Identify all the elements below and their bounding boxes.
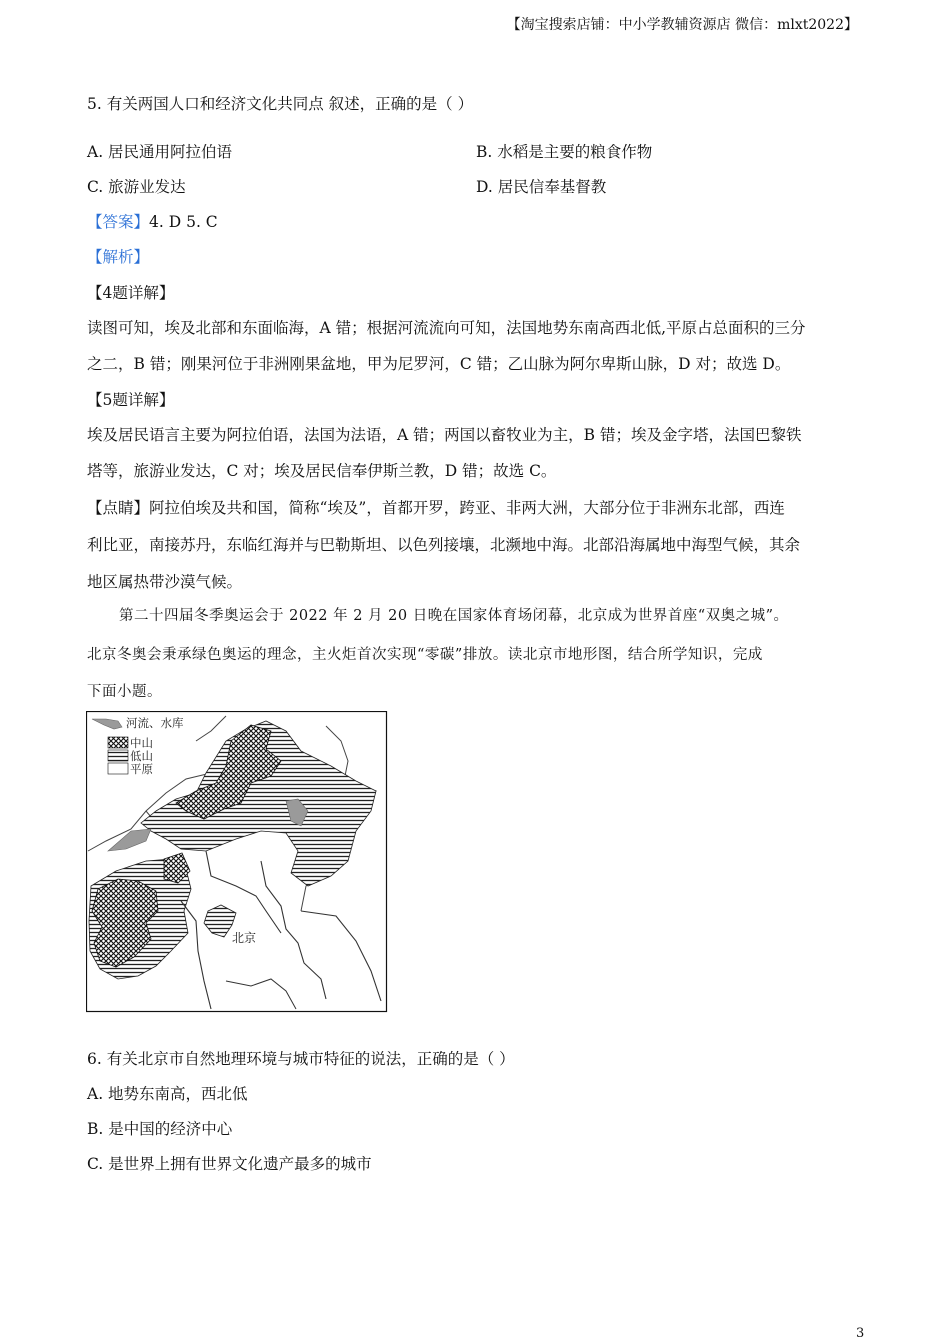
analysis-tag: 【解析】 <box>87 248 150 266</box>
tip-line-3: 地区属热带沙漠气候。 <box>87 573 243 591</box>
page-number: 3 <box>856 1326 865 1341</box>
header-shop-note: 【淘宝搜索店铺：中小学教辅资源店 微信：mlxt2022】 <box>506 17 858 33</box>
passage-line-1: 第二十四届冬季奥运会于 2022 年 2 月 20 日晚在国家体育场闭幕，北京成为世界首座“双奥之城”。 <box>119 608 789 624</box>
answer-value: 4. D 5. C <box>149 213 218 231</box>
passage-line-2: 北京冬奥会秉承绿色奥运的理念，主火炬首次实现“零碳”排放。读北京市地形图，结合所学知识，完成 <box>87 647 763 663</box>
legend-low-mountain-swatch <box>108 750 128 761</box>
q5-option-b: B. 水稻是主要的粮食作物 <box>476 143 653 161</box>
q5-option-c: C. 旅游业发达 <box>87 178 186 196</box>
legend-mid-mountain-swatch <box>108 737 128 748</box>
detail5-heading: 【5题详解】 <box>87 391 175 409</box>
answer-line <box>87 212 218 232</box>
detail4-line-1: 读图可知，埃及北部和东面临海，A 错；根据河流流向可知，法国地势东南高西北低,平原占总面积的三分 <box>87 319 806 337</box>
detail5-line-2: 塔等，旅游业发达，C 对；埃及居民信奉伊斯兰教，D 错；故选 C。 <box>87 462 557 480</box>
legend-low-mountain-label: 低山 <box>130 749 153 763</box>
detail4-line-2: 之二，B 错；刚果河位于非洲刚果盆地，甲为尼罗河，C 错；乙山脉为阿尔卑斯山脉，D 对；故选 D。 <box>87 355 791 373</box>
q5-stem: 5. 有关两国人口和经济文化共同点 叙述，正确的是（ ） <box>87 95 474 113</box>
q5-option-d: D. 居民信奉基督教 <box>476 178 607 196</box>
city-label: 北京 <box>232 931 257 945</box>
q6-option-a: A. 地势东南高，西北低 <box>87 1085 248 1103</box>
detail5-line-1: 埃及居民语言主要为阿拉伯语，法国为法语，A 错；两国以畜牧业为主，B 错；埃及金字塔，法国巴黎铁 <box>87 426 802 444</box>
legend-river-label: 河流、水库 <box>126 716 184 730</box>
q5-option-a: A. 居民通用阿拉伯语 <box>87 143 233 161</box>
passage-line-3: 下面小题。 <box>87 684 162 700</box>
legend-plain-label: 平原 <box>130 762 153 776</box>
q6-stem: 6. 有关北京市自然地理环境与城市特征的说法，正确的是（ ） <box>87 1050 515 1068</box>
legend-mid-mountain-label: 中山 <box>130 736 153 750</box>
detail4-heading: 【4题详解】 <box>87 284 175 302</box>
q6-option-c: C. 是世界上拥有世界文化遗产最多的城市 <box>87 1155 372 1173</box>
tip-line-2: 利比亚，南接苏丹，东临红海并与巴勒斯坦、以色列接壤，北濒地中海。北部沿海属地中海型气候，其余 <box>87 536 801 554</box>
legend-plain-swatch <box>108 763 128 774</box>
beijing-terrain-map <box>86 711 388 1013</box>
answer-tag: 【答案】 <box>87 213 150 231</box>
q6-option-b: B. 是中国的经济中心 <box>87 1120 233 1138</box>
tip-line-1: 【点睛】阿拉伯埃及共和国，简称“埃及”，首都开罗，跨亚、非两大洲，大部分位于非洲东北部，西连 <box>87 499 785 517</box>
